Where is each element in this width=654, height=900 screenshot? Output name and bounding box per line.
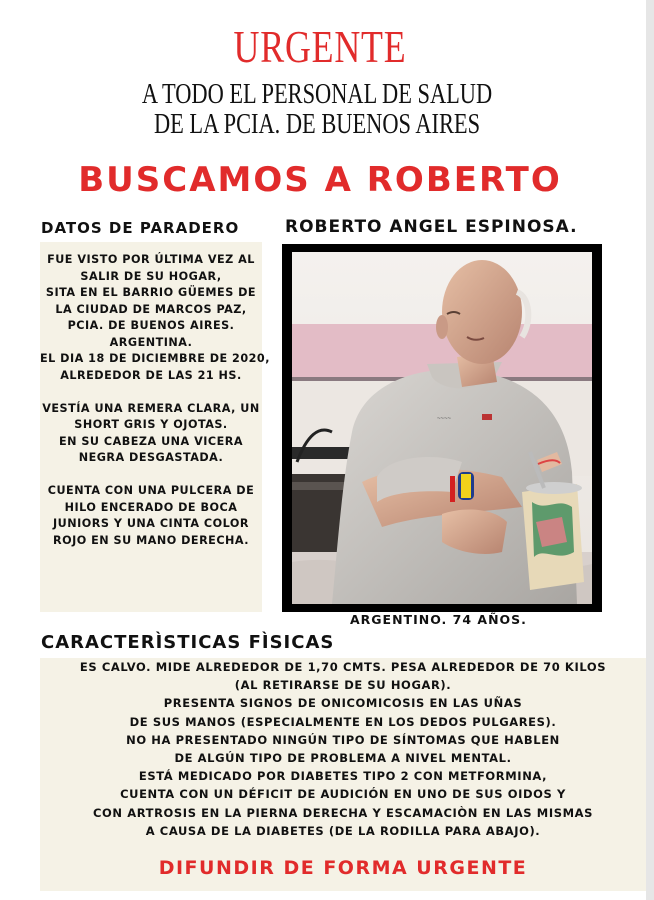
photo-frame [282,244,602,612]
call-to-action: DIFUNDIR DE FORMA URGENTE [158,857,528,879]
whereabouts-text [40,252,270,549]
physical-line: PRESENTA SIGNOS DE ONICOMICOSIS EN LAS UÑAS [163,696,523,711]
photo-of-roberto [292,252,592,604]
person-name: ROBERTO ANGEL ESPINOSA. [285,217,578,237]
accessory-line: JUNIORS Y UNA CINTA COLOR [53,517,249,530]
whereabouts-line: SALIR DE SU HOGAR, [80,269,222,283]
svg-text:~~~~: ~~~~ [437,416,452,422]
whereabouts-line: SITA EN EL BARRIO GÜEMES DE [45,286,257,299]
physical-line: ESTÁ MEDICADO POR DIABETES TIPO 2 CON METFORMINA, [138,769,548,784]
clothing-line: VESTÍA UNA REMERA CLARA, UN [42,401,260,415]
physical-line: CON ARTROSIS EN LA PIERNA DERECHA Y ESCAMACIÒN EN LAS MISMAS [92,805,594,820]
clothing-line: NEGRA DESGASTADA. [78,451,224,464]
whereabouts-line: ALREDEDOR DE LAS 21 HS. [60,368,242,382]
physical-line: (AL RETIRARSE DE SU HOGAR). [234,678,452,693]
subtitle-line-1: A TODO EL PERSONAL DE SALUD [141,79,493,110]
physical-line: NO HA PRESENTADO NINGÚN TIPO DE SÍNTOMAS QUE HABLEN [126,732,560,747]
whereabouts-line: ARGENTINA. [109,335,193,349]
physical-line: ES CALVO. MIDE ALREDEDOR DE 1,70 CMTS. PESA ALREDEDOR DE 70 KILOS [79,660,607,674]
physical-line: DE ALGÚN TIPO DE PROBLEMA A NIVEL MENTAL. [174,751,512,766]
physical-line: DE SUS MANOS (ESPECIALMENTE EN LOS DEDOS PULGARES). [129,714,557,729]
whereabouts-line: FUE VISTO POR ÚLTIMA VEZ AL [47,253,255,266]
age-caption: ARGENTINO. 74 AÑOS. [350,612,527,627]
accessory-line: ROJO EN SU MANO DERECHA. [52,533,250,547]
page-edge [646,0,654,900]
whereabouts-line: LA CIUDAD DE MARCOS PAZ, [55,302,247,316]
headline: BUSCAMOS A ROBERTO [78,160,562,200]
accessory-line: CUENTA CON UNA PULCERA DE [47,484,255,497]
clothing-line: SHORT GRIS Y OJOTAS. [74,418,228,431]
whereabouts-line: EL DIA 18 DE DICIEMBRE DE 2020, [40,352,270,365]
subtitle-line-2: DE LA PCIA. DE BUENOS AIRES [153,109,481,140]
physical-line: CUENTA CON UN DÉFICIT DE AUDICIÓN EN UNO DE SUS OIDOS Y [120,787,566,802]
clothing-line: EN SU CABEZA UNA VICERA [58,434,244,448]
physical-line: A CAUSA DE LA DIABETES (DE LA RODILLA PARA ABAJO). [145,823,541,838]
paragraph-gap [40,467,262,484]
whereabouts-line: PCIA. DE BUENOS AIRES. [67,319,235,332]
physical-text [40,658,646,840]
accessory-line: HILO ENCERADO DE BOCA [64,500,238,514]
poster-title: URGENTE [233,21,407,72]
whereabouts-heading: DATOS DE PARADERO [41,219,240,237]
paragraph-gap [40,384,262,401]
physical-heading: CARACTERÌSTICAS FÌSICAS [41,632,335,653]
